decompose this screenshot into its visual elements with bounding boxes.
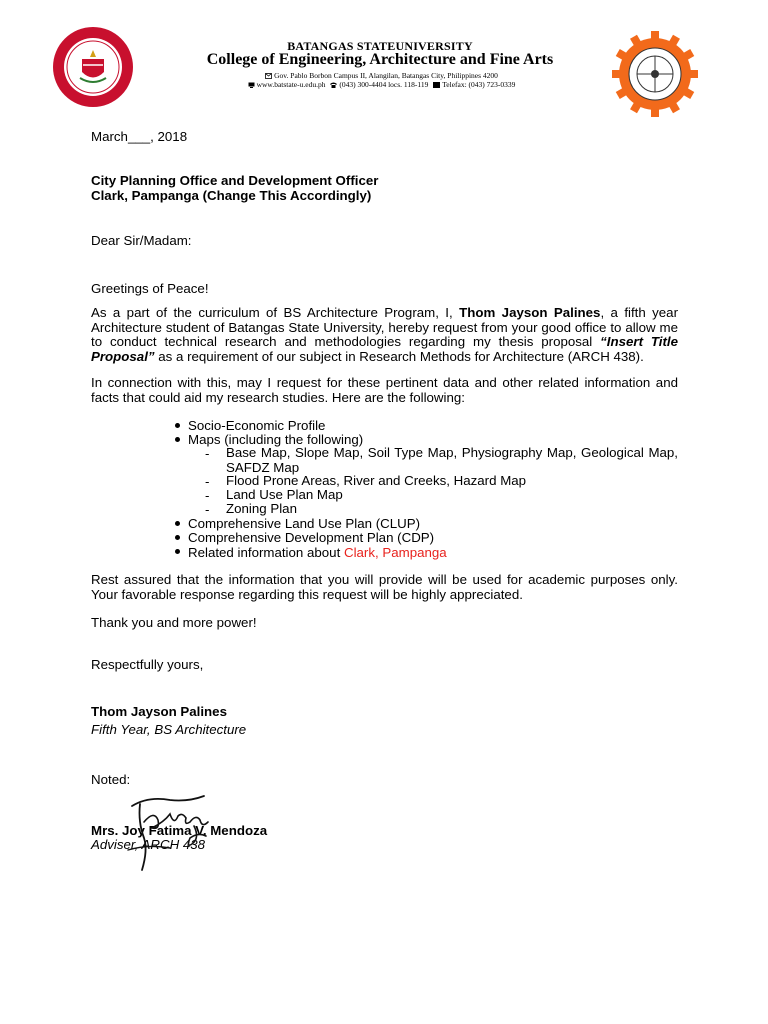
assurance-paragraph: Rest assured that the information that you will provide will be used for academic purposes only. Your favorable response regarding this request will be highly appreciated. xyxy=(91,572,678,602)
bullet-icon xyxy=(175,535,180,540)
request-paragraph xyxy=(91,306,678,365)
university-name: BATANGAS STATEUNIVERSITY xyxy=(287,39,473,53)
dash-marker: - xyxy=(205,488,210,503)
bullet-icon xyxy=(175,423,180,428)
college-name: College of Engineering, Architecture and Fine Arts xyxy=(206,51,554,68)
sender-name: Thom Jayson Palines xyxy=(91,704,227,719)
bullet-icon xyxy=(175,521,180,526)
list-item xyxy=(188,545,447,560)
university-seal-logo xyxy=(52,26,134,108)
recipient-line-2: Clark, Pampanga (Change This Accordingly) xyxy=(91,188,372,203)
dash-marker: - xyxy=(205,446,210,461)
noted-label: Noted: xyxy=(91,772,131,787)
engineering-seal-logo xyxy=(611,30,699,118)
thesis-title-placeholder: “Insert Title Proposal” xyxy=(91,334,678,365)
greeting: Greetings of Peace! xyxy=(91,281,209,296)
map-sub-item: Land Use Plan Map xyxy=(226,487,343,502)
bullet-icon xyxy=(175,437,180,442)
adviser-name: Mrs. Joy Fatima V. Mendoza xyxy=(91,823,268,838)
para1-part3: as a requirement of our subject in Research Methods for Architecture (ARCH 438). xyxy=(154,349,644,365)
data-request-paragraph: In connection with this, may I request for these pertinent data and other related information and facts that could aid my research studies. Here are the following: xyxy=(91,375,678,405)
salutation: Dear Sir/Madam: xyxy=(91,233,192,248)
adviser-signature xyxy=(118,792,226,878)
map-sub-item: Flood Prone Areas, River and Creeks, Hazard Map xyxy=(226,473,527,488)
thanks-line: Thank you and more power! xyxy=(91,615,257,630)
fax-text: Telefax: (043) 723-0339 xyxy=(442,80,516,89)
para1-part1: As a part of the curriculum of BS Architecture Program, I, xyxy=(91,305,460,320)
list-item: Socio-Economic Profile xyxy=(188,418,326,433)
map-sub-item: Base Map, Slope Map, Soil Type Map, Physiography Map, Geological Map, SAFDZ Map xyxy=(226,445,678,475)
student-name-inline: Thom Jayson Palines xyxy=(459,305,601,320)
list-item: Maps (including the following) xyxy=(188,432,364,447)
website-text: www.batstate-u.edu.ph xyxy=(256,80,326,89)
phone-text: (043) 300-4404 locs. 118-119 xyxy=(339,80,429,89)
letter-date: March___, 2018 xyxy=(91,129,188,144)
map-sub-item: Zoning Plan xyxy=(226,501,297,516)
location-highlight: Clark, Pampanga xyxy=(343,545,447,560)
address-text: Gov. Pablo Borbon Campus II, Alangilan, Batangas City, Philippines 4200 xyxy=(274,71,498,80)
phone-icon xyxy=(330,81,337,87)
letterhead-contact xyxy=(150,80,610,89)
dash-marker: - xyxy=(205,502,210,517)
sender-title: Fifth Year, BS Architecture xyxy=(91,722,247,737)
envelope-icon xyxy=(265,72,272,78)
adviser-title: Adviser, ARCH 438 xyxy=(91,837,206,852)
fax-icon xyxy=(433,81,440,87)
letterhead-address xyxy=(150,71,610,80)
para1-part2: , a fifth year Architecture student of Batangas State University, hereby request from your good office to allow me to conduct technical research and methodologies regarding my thesis proposal xyxy=(91,305,679,350)
list-item-text: Related information about xyxy=(188,545,344,560)
recipient-line-1: City Planning Office and Development Officer xyxy=(91,173,379,188)
computer-icon xyxy=(248,81,255,87)
list-item: Comprehensive Land Use Plan (CLUP) xyxy=(188,516,421,531)
closing-line: Respectfully yours, xyxy=(91,657,204,672)
list-item: Comprehensive Development Plan (CDP) xyxy=(188,530,435,545)
dash-marker: - xyxy=(205,474,210,489)
bullet-icon xyxy=(175,549,180,554)
